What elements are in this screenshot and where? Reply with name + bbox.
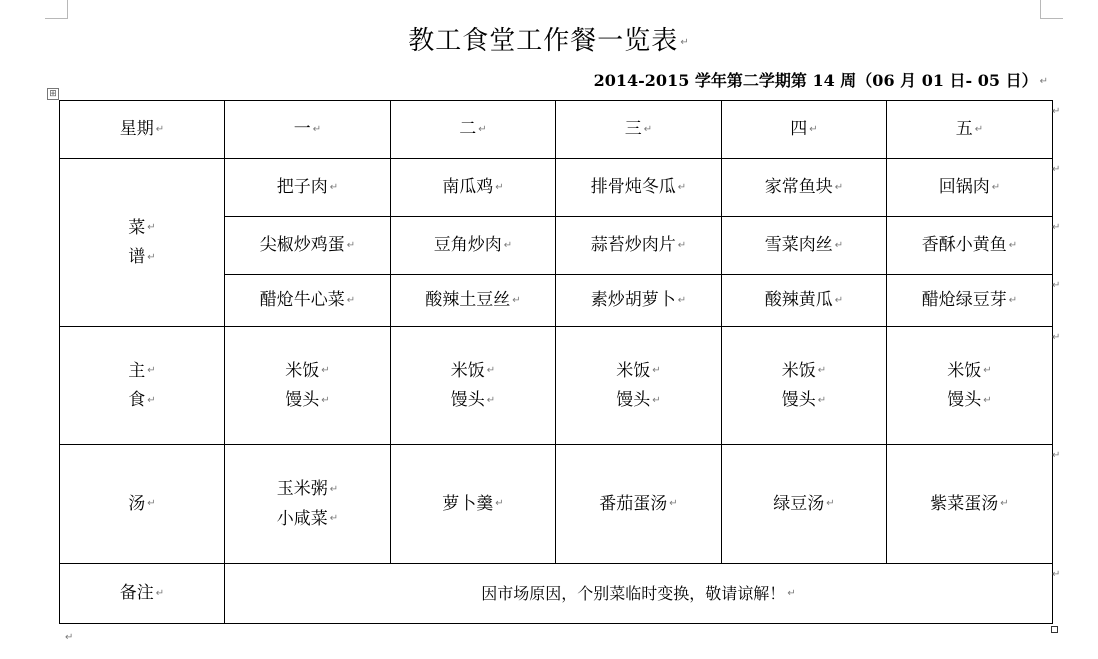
remarks-text-cell[interactable] <box>225 564 1053 624</box>
paragraph-mark-icon: ↵ <box>503 239 513 251</box>
paragraph-mark-icon: ↵ <box>321 365 330 377</box>
dish-cell[interactable] <box>225 217 391 275</box>
dish-cell-line <box>225 235 390 255</box>
weekday-header-label-text: 星期 <box>119 119 154 140</box>
staple-cell[interactable] <box>225 327 391 445</box>
row-end-mark-icon: ↵ <box>1052 280 1061 291</box>
soup-cell-line <box>556 494 721 514</box>
soup-cell-text: 小咸菜 <box>276 508 328 529</box>
dish-cell[interactable] <box>722 159 887 217</box>
paragraph-mark-icon: ↵ <box>680 36 690 48</box>
row-end-mark-icon: ↵ <box>1052 569 1061 580</box>
table-row <box>60 159 1053 217</box>
staple-cell-line <box>887 361 1052 381</box>
paragraph-mark-icon: ↵ <box>1008 294 1018 306</box>
row-end-mark-icon: ↵ <box>1052 222 1061 233</box>
dish-cell-text: 家常鱼块 <box>764 177 833 198</box>
paragraph-mark-icon: ↵ <box>983 394 992 406</box>
dish-cell[interactable] <box>722 275 887 327</box>
dish-cell-line <box>391 177 555 197</box>
dish-cell-text: 醋炝绿豆芽 <box>921 290 1007 311</box>
dish-cell-line <box>556 290 721 310</box>
dish-cell-text: 酸辣土豆丝 <box>425 290 511 311</box>
staple-cell[interactable] <box>887 327 1053 445</box>
dish-cell-text: 香酥小黄鱼 <box>921 235 1007 256</box>
table-row <box>60 327 1053 445</box>
dish-cell-line <box>556 177 721 197</box>
weekday-1-text: 一 <box>293 119 311 140</box>
soup-section-label[interactable] <box>60 445 225 564</box>
subtitle-text: 2014-2015 学年第二学期第 14 周（06 月 01 日- 05 日） <box>593 71 1038 90</box>
dish-cell[interactable] <box>722 217 887 275</box>
dish-cell-line <box>722 290 886 310</box>
table-row <box>60 101 1053 159</box>
paragraph-mark-icon: ↵ <box>147 498 156 510</box>
staple-cell-line <box>556 361 721 381</box>
paragraph-mark-icon: ↵ <box>834 294 844 306</box>
dish-cell-line <box>887 177 1052 197</box>
soup-cell[interactable] <box>887 445 1053 564</box>
paragraph-mark-icon: ↵ <box>1000 498 1009 510</box>
staple-cell-line <box>887 390 1052 410</box>
paragraph-mark-icon: ↵ <box>329 483 339 495</box>
soup-cell-line <box>225 509 390 529</box>
paragraph-mark-icon: ↵ <box>495 498 504 510</box>
remarks-label-line <box>60 583 224 603</box>
dish-cell[interactable] <box>556 217 722 275</box>
weekday-4[interactable] <box>722 101 887 159</box>
staple-cell-line <box>225 390 390 410</box>
staple-cell-text: 馒头 <box>947 390 982 410</box>
dish-cell-line <box>391 235 555 255</box>
weekday-5-line <box>887 119 1052 139</box>
page-corner-mark-left <box>45 0 68 19</box>
paragraph-mark-icon: ↵ <box>991 181 1001 193</box>
dish-cell[interactable] <box>225 159 391 217</box>
staple-cell-text: 馒头 <box>616 390 651 410</box>
dish-cell[interactable] <box>225 275 391 327</box>
paragraph-mark-icon: ↵ <box>983 365 992 377</box>
paragraph-mark-icon: ↵ <box>677 181 687 193</box>
staple-cell-text: 米饭 <box>947 360 982 381</box>
paragraph-mark-icon: ↵ <box>834 239 844 251</box>
paragraph-mark-icon: ↵ <box>155 123 165 135</box>
dish-cell[interactable] <box>556 275 722 327</box>
dish-cell-line <box>722 177 886 197</box>
paragraph-mark-icon: ↵ <box>512 294 521 306</box>
paragraph-mark-icon: ↵ <box>321 394 330 406</box>
dish-cell-text: 醋炝牛心菜 <box>259 290 345 311</box>
staple-cell-line <box>391 361 555 381</box>
dish-cell-line <box>225 177 390 197</box>
paragraph-mark-icon: ↵ <box>312 123 322 135</box>
soup-cell-line <box>391 494 555 514</box>
dish-cell-text: 豆角炒肉 <box>433 235 502 256</box>
dish-cell[interactable] <box>391 217 556 275</box>
weekday-1-line <box>225 119 390 139</box>
paragraph-mark-icon: ↵ <box>652 394 661 406</box>
paragraph-mark-icon: ↵ <box>1008 239 1018 251</box>
paragraph-mark-icon: ↵ <box>669 498 678 510</box>
soup-cell-text: 绿豆汤 <box>773 493 825 514</box>
row-end-mark-icon: ↵ <box>1052 106 1061 117</box>
paragraph-mark-icon: ↵ <box>65 632 74 643</box>
dish-cell-text: 蒜苔炒肉片 <box>590 235 676 256</box>
weekday-header-label[interactable] <box>60 101 225 159</box>
staple-section-label-text: 食 <box>128 390 146 410</box>
week-subtitle[interactable] <box>594 68 1048 91</box>
weekday-4-line <box>722 119 886 139</box>
table-move-handle-icon[interactable]: ⊞ <box>47 88 59 100</box>
paragraph-mark-icon: ↵ <box>643 123 653 135</box>
menu-section-label[interactable] <box>60 159 225 327</box>
dish-cell-line <box>556 235 721 255</box>
weekday-2[interactable] <box>391 101 556 159</box>
soup-cell[interactable] <box>722 445 887 564</box>
staple-cell-text: 米饭 <box>616 360 651 381</box>
weekday-2-text: 二 <box>459 119 477 140</box>
staple-cell-line <box>391 390 555 410</box>
remarks-text-cell-line <box>225 584 1052 603</box>
menu-section-label-line <box>60 218 224 238</box>
staple-cell-line <box>722 390 886 410</box>
page-corner-mark-right <box>1040 0 1063 19</box>
dish-cell-text: 雪菜肉丝 <box>764 235 833 256</box>
weekday-5[interactable] <box>887 101 1053 159</box>
paragraph-mark-icon: ↵ <box>787 588 796 600</box>
staple-cell-text: 米饭 <box>285 360 320 381</box>
dish-cell-text: 南瓜鸡 <box>442 177 494 198</box>
dish-cell-line <box>391 290 555 310</box>
soup-cell-text: 番茄蛋汤 <box>599 493 668 514</box>
weekday-header-label-line <box>60 119 224 139</box>
staple-cell-line <box>225 361 390 381</box>
paragraph-mark-icon: ↵ <box>346 239 356 251</box>
remarks-text-cell-text: 因市场原因，个别菜临时变换，敬请谅解！ <box>481 583 786 603</box>
dish-cell-text: 把子肉 <box>276 177 328 198</box>
staple-cell-text: 馒头 <box>450 390 485 410</box>
title-text: 教工食堂工作餐一览表 <box>408 26 679 56</box>
weekday-3[interactable] <box>556 101 722 159</box>
menu-table <box>59 100 1053 624</box>
paragraph-mark-icon: ↵ <box>329 513 339 524</box>
staple-section-label[interactable] <box>60 327 225 445</box>
paragraph-mark-icon: ↵ <box>147 222 156 234</box>
dish-cell[interactable] <box>887 275 1053 327</box>
menu-section-label-text: 菜 <box>128 217 146 238</box>
paragraph-mark-icon: ↵ <box>147 365 156 377</box>
paragraph-mark-icon: ↵ <box>817 365 827 377</box>
staple-section-label-line <box>60 361 224 381</box>
dish-cell-line <box>225 290 390 310</box>
dish-cell-line <box>887 290 1052 310</box>
paragraph-mark-icon: ↵ <box>147 394 156 406</box>
dish-cell-text: 排骨炖冬瓜 <box>590 177 676 198</box>
staple-cell-text: 馒头 <box>285 390 320 410</box>
staple-cell-text: 米饭 <box>450 360 485 381</box>
dish-cell[interactable] <box>391 159 556 217</box>
soup-cell-text: 紫菜蛋汤 <box>930 493 999 514</box>
row-end-mark-icon: ↵ <box>1052 450 1061 461</box>
row-end-mark-icon: ↵ <box>1052 332 1061 343</box>
soup-section-label-line <box>60 494 224 514</box>
soup-cell[interactable] <box>556 445 722 564</box>
paragraph-mark-icon: ↵ <box>826 498 835 510</box>
soup-section-label-text: 汤 <box>128 493 146 514</box>
table-resize-handle[interactable] <box>1051 626 1058 633</box>
paragraph-mark-icon: ↵ <box>147 251 156 263</box>
weekday-4-text: 四 <box>790 119 808 140</box>
weekday-1[interactable] <box>225 101 391 159</box>
staple-section-label-text: 主 <box>128 360 146 381</box>
paragraph-mark-icon: ↵ <box>1039 76 1048 87</box>
paragraph-mark-icon: ↵ <box>478 123 487 135</box>
staple-cell-line <box>556 390 721 410</box>
dish-cell[interactable] <box>887 159 1053 217</box>
dish-cell-text: 回锅肉 <box>938 177 990 198</box>
paragraph-mark-icon: ↵ <box>974 123 984 135</box>
paragraph-mark-icon: ↵ <box>329 181 339 193</box>
paragraph-mark-icon: ↵ <box>677 239 687 251</box>
row-end-mark-icon: ↵ <box>1052 164 1061 175</box>
soup-cell[interactable] <box>225 445 391 564</box>
dish-cell-text: 素炒胡萝卜 <box>590 290 676 311</box>
staple-section-label-line <box>60 390 224 410</box>
paragraph-mark-icon: ↵ <box>486 365 496 377</box>
soup-cell[interactable] <box>391 445 556 564</box>
dish-cell-line <box>887 235 1052 255</box>
staple-cell-text: 馒头 <box>781 390 816 410</box>
soup-cell-text: 萝卜羹 <box>442 493 494 514</box>
staple-cell[interactable] <box>722 327 887 445</box>
paragraph-mark-icon: ↵ <box>834 181 844 193</box>
menu-section-label-text: 谱 <box>128 247 146 267</box>
paragraph-mark-icon: ↵ <box>495 181 504 193</box>
paragraph-mark-icon: ↵ <box>809 123 818 135</box>
menu-section-label-line <box>60 247 224 267</box>
dish-cell[interactable] <box>556 159 722 217</box>
remarks-label-text: 备注 <box>119 583 154 604</box>
dish-cell[interactable] <box>391 275 556 327</box>
paragraph-mark-icon: ↵ <box>677 294 687 306</box>
dish-cell-text: 尖椒炒鸡蛋 <box>259 235 345 256</box>
paragraph-mark-icon: ↵ <box>346 294 356 306</box>
weekday-5-text: 五 <box>955 119 973 140</box>
paragraph-mark-icon: ↵ <box>652 365 661 377</box>
document-title[interactable] <box>0 20 1098 57</box>
table-row <box>60 445 1053 564</box>
dish-cell-text: 酸辣黄瓜 <box>764 290 833 311</box>
weekday-3-text: 三 <box>624 119 642 140</box>
soup-cell-line <box>722 494 886 514</box>
paragraph-mark-icon: ↵ <box>155 587 165 599</box>
staple-cell[interactable] <box>391 327 556 445</box>
weekday-3-line <box>556 119 721 139</box>
paragraph-mark-icon: ↵ <box>817 394 827 406</box>
dish-cell-line <box>722 235 886 255</box>
weekday-2-line <box>391 119 555 139</box>
soup-cell-line <box>887 494 1052 514</box>
soup-cell-line <box>225 479 390 499</box>
remarks-label[interactable] <box>60 564 225 624</box>
table-row <box>60 564 1053 624</box>
soup-cell-text: 玉米粥 <box>276 479 328 500</box>
staple-cell[interactable] <box>556 327 722 445</box>
paragraph-mark-icon: ↵ <box>486 394 496 406</box>
dish-cell[interactable] <box>887 217 1053 275</box>
staple-cell-text: 米饭 <box>781 360 816 381</box>
staple-cell-line <box>722 361 886 381</box>
